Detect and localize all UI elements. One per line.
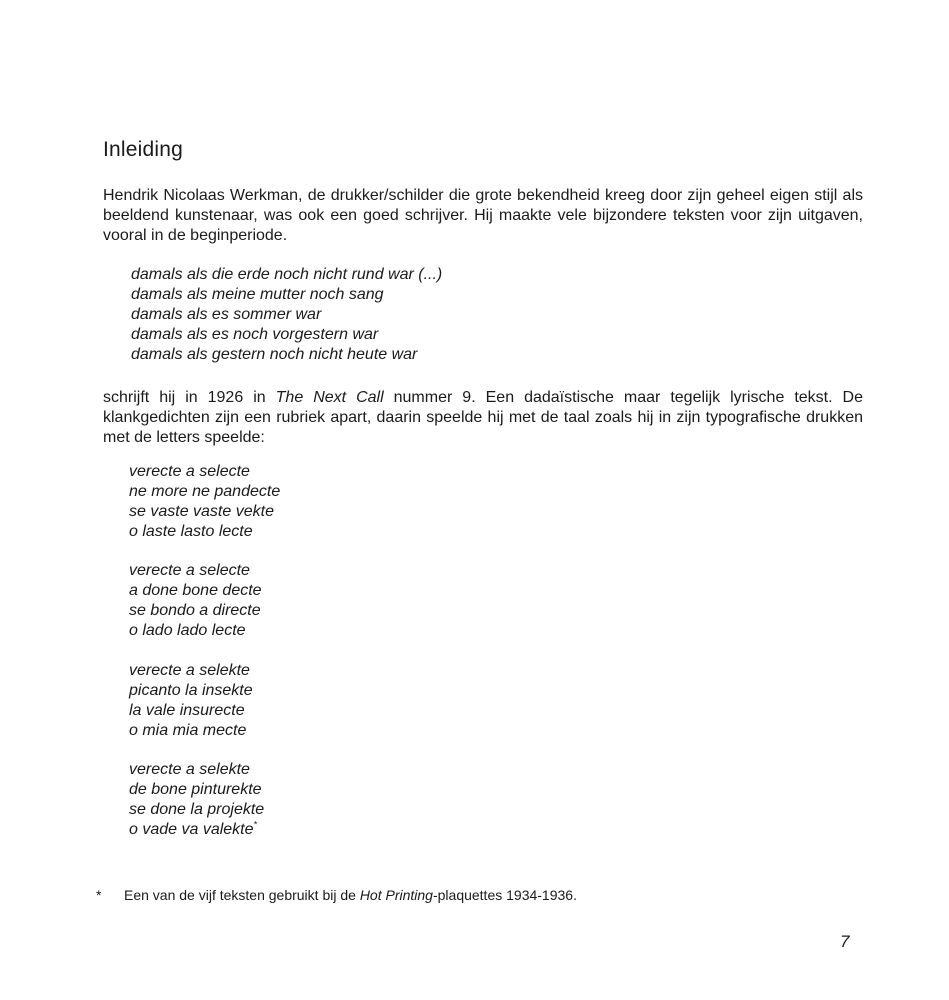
poem-line: se done la projekte	[129, 801, 265, 818]
poem-line: de bone pinturekte	[129, 781, 262, 798]
poem-line: ne more ne pandecte	[129, 483, 281, 500]
footnote-mark: *	[96, 887, 102, 903]
paragraph-text: nummer 9. Een dadaïstische maar tegelijk lyrische tekst. De klankgedichten zijn een rubriek apart, daarin speelde hij met de taal zoals hij in zijn typografische drukken met de letters speelde:	[103, 389, 864, 446]
poem-line: damals als es sommer war	[131, 306, 322, 323]
poem-line: o laste lasto lecte	[129, 523, 253, 540]
page-heading: Inleiding	[103, 138, 184, 161]
poem-line: se vaste vaste vekte	[129, 503, 274, 520]
sound-poem-stanza	[129, 760, 264, 840]
poem-line: verecte a selecte	[129, 562, 250, 579]
poem-line: damals als gestern noch nicht heute war	[131, 346, 418, 363]
poem-line: la vale insurecte	[129, 702, 245, 719]
context-paragraph	[103, 388, 863, 448]
sound-poem-stanza	[129, 561, 262, 641]
poem-line: a done bone decte	[129, 582, 262, 599]
poem-line: o mia mia mecte	[129, 722, 247, 739]
poem-line	[129, 820, 264, 840]
poem-line: verecte a selecte	[129, 463, 250, 480]
poem-line: damals als die erde noch nicht rund war (...)	[131, 266, 443, 283]
paragraph-text: schrijft hij in 1926 in	[103, 389, 276, 406]
footnote-text: Een van de vijf teksten gebruikt bij de	[124, 887, 360, 903]
poem-line: damals als es noch vorgestern war	[131, 326, 379, 343]
sound-poem-stanza	[129, 462, 280, 542]
poem-line: damals als meine mutter noch sang	[131, 286, 384, 303]
poem-line: o lado lado lecte	[129, 622, 246, 639]
publication-title: The Next Call	[275, 389, 384, 406]
poem-line-text: o vade va valekte	[129, 821, 254, 838]
footnote	[96, 886, 577, 904]
page-number: 7	[840, 932, 850, 951]
poem-line: verecte a selekte	[129, 761, 250, 778]
intro-paragraph: Hendrik Nicolaas Werkman, de drukker/schilder die grote bekendheid kreeg door zijn geheel eigen stijl als beeldend kunstenaar, was ook een goed schrijver. Hij maakte vele bijzondere teksten voor zijn uitgaven, vooral in de beginperiode.	[103, 187, 863, 244]
footnote-reference: *	[253, 819, 258, 830]
poem-line: verecte a selekte	[129, 662, 250, 679]
footnote-text: -plaquettes 1934-1936.	[432, 887, 577, 903]
footnote-title: Hot Printing	[359, 887, 433, 903]
poem-quote	[131, 265, 442, 365]
sound-poem-stanza	[129, 661, 253, 741]
poem-line: se bondo a directe	[129, 602, 261, 619]
poem-line: picanto la insekte	[129, 682, 253, 699]
